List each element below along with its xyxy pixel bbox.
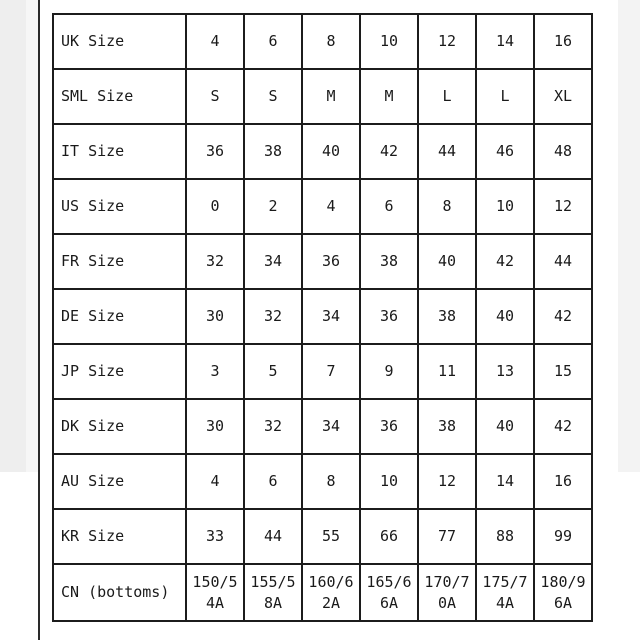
table-cell: L	[476, 69, 534, 124]
table-cell: 8	[418, 179, 476, 234]
table-cell: 32	[244, 289, 302, 344]
table-cell-line: 155/5	[250, 572, 296, 591]
table-cell-line: 8A	[263, 593, 283, 612]
row-label: SML Size	[53, 69, 186, 124]
table-cell: 15	[534, 344, 592, 399]
table-cell: 77	[418, 509, 476, 564]
table-cell: 44	[534, 234, 592, 289]
row-label: JP Size	[53, 344, 186, 399]
table-cell: 32	[244, 399, 302, 454]
table-cell: 55	[302, 509, 360, 564]
table-cell: 66	[360, 509, 418, 564]
table-row	[53, 509, 592, 564]
table-cell-line: 2A	[321, 593, 341, 612]
table-cell: 36	[360, 399, 418, 454]
table-cell: 12	[534, 179, 592, 234]
table-cell: L	[418, 69, 476, 124]
row-label: IT Size	[53, 124, 186, 179]
table-cell	[244, 564, 302, 621]
table-cell: 34	[244, 234, 302, 289]
table-cell: 44	[418, 124, 476, 179]
table-cell: XL	[534, 69, 592, 124]
table-cell-line: 160/6	[308, 572, 354, 591]
table-cell: 7	[302, 344, 360, 399]
table-cell: 36	[186, 124, 244, 179]
table-cell	[302, 564, 360, 621]
row-label: DE Size	[53, 289, 186, 344]
table-cell: 38	[418, 289, 476, 344]
table-cell: 0	[186, 179, 244, 234]
table-row	[53, 179, 592, 234]
table-cell: S	[244, 69, 302, 124]
row-label: UK Size	[53, 14, 186, 69]
table-cell: 44	[244, 509, 302, 564]
row-label: KR Size	[53, 509, 186, 564]
table-cell: 48	[534, 124, 592, 179]
table-cell: 4	[302, 179, 360, 234]
table-cell: 42	[476, 234, 534, 289]
table-row	[53, 399, 592, 454]
row-label: FR Size	[53, 234, 186, 289]
table-cell	[360, 564, 418, 621]
row-label: US Size	[53, 179, 186, 234]
background-right-panel	[618, 0, 640, 472]
table-cell: 8	[302, 454, 360, 509]
table-cell: 9	[360, 344, 418, 399]
table-cell-line: 6A	[379, 593, 399, 612]
table-row	[53, 69, 592, 124]
table-row	[53, 454, 592, 509]
table-cell: 10	[476, 179, 534, 234]
table-cell: 5	[244, 344, 302, 399]
table-cell: 30	[186, 289, 244, 344]
table-cell-line: 180/9	[540, 572, 586, 591]
table-cell: 6	[244, 14, 302, 69]
table-cell: 30	[186, 399, 244, 454]
row-label: CN (bottoms)	[53, 564, 186, 621]
table-cell-line: 175/7	[482, 572, 528, 591]
table-cell: 10	[360, 454, 418, 509]
table-cell: 99	[534, 509, 592, 564]
table-cell: 42	[534, 399, 592, 454]
table-cell: 14	[476, 454, 534, 509]
table-cell-line: 6A	[553, 593, 573, 612]
table-cell: 88	[476, 509, 534, 564]
table-cell	[418, 564, 476, 621]
table-cell-line: 150/5	[192, 572, 238, 591]
table-cell	[534, 564, 592, 621]
table-cell: M	[360, 69, 418, 124]
table-cell: S	[186, 69, 244, 124]
table-row	[53, 124, 592, 179]
table-cell: 4	[186, 454, 244, 509]
table-cell: 12	[418, 14, 476, 69]
background-left-panel	[0, 0, 26, 472]
row-label: AU Size	[53, 454, 186, 509]
table-cell: 13	[476, 344, 534, 399]
table-cell: 11	[418, 344, 476, 399]
table-cell: 3	[186, 344, 244, 399]
table-cell: 36	[302, 234, 360, 289]
table-cell: 42	[360, 124, 418, 179]
table-cell-line: 170/7	[424, 572, 470, 591]
table-cell: 10	[360, 14, 418, 69]
table-cell: 6	[360, 179, 418, 234]
size-conversion-table	[52, 13, 593, 622]
table-cell-line: 165/6	[366, 572, 412, 591]
table-cell: 34	[302, 399, 360, 454]
table-cell: 16	[534, 14, 592, 69]
table-cell: 16	[534, 454, 592, 509]
table-cell: 40	[476, 289, 534, 344]
table-cell: 8	[302, 14, 360, 69]
table-cell-line: 4A	[495, 593, 515, 612]
table-cell: 12	[418, 454, 476, 509]
table-cell-line: 4A	[205, 593, 225, 612]
table-cell-line: 0A	[437, 593, 457, 612]
table-row	[53, 234, 592, 289]
table-cell: 42	[534, 289, 592, 344]
table-row	[53, 14, 592, 69]
table-cell: 40	[418, 234, 476, 289]
table-cell: 46	[476, 124, 534, 179]
frame-border-line	[38, 0, 40, 640]
table-cell: M	[302, 69, 360, 124]
table-cell: 4	[186, 14, 244, 69]
table-row	[53, 564, 592, 621]
table-cell: 34	[302, 289, 360, 344]
table-cell	[186, 564, 244, 621]
table-row	[53, 344, 592, 399]
row-label: DK Size	[53, 399, 186, 454]
table-cell: 40	[302, 124, 360, 179]
table-cell: 14	[476, 14, 534, 69]
table-cell: 32	[186, 234, 244, 289]
table-cell: 38	[244, 124, 302, 179]
table-row	[53, 289, 592, 344]
table-cell: 40	[476, 399, 534, 454]
table-cell: 38	[418, 399, 476, 454]
table-cell: 2	[244, 179, 302, 234]
table-cell: 38	[360, 234, 418, 289]
table-cell: 36	[360, 289, 418, 344]
table-cell	[476, 564, 534, 621]
table-cell: 6	[244, 454, 302, 509]
table-cell: 33	[186, 509, 244, 564]
